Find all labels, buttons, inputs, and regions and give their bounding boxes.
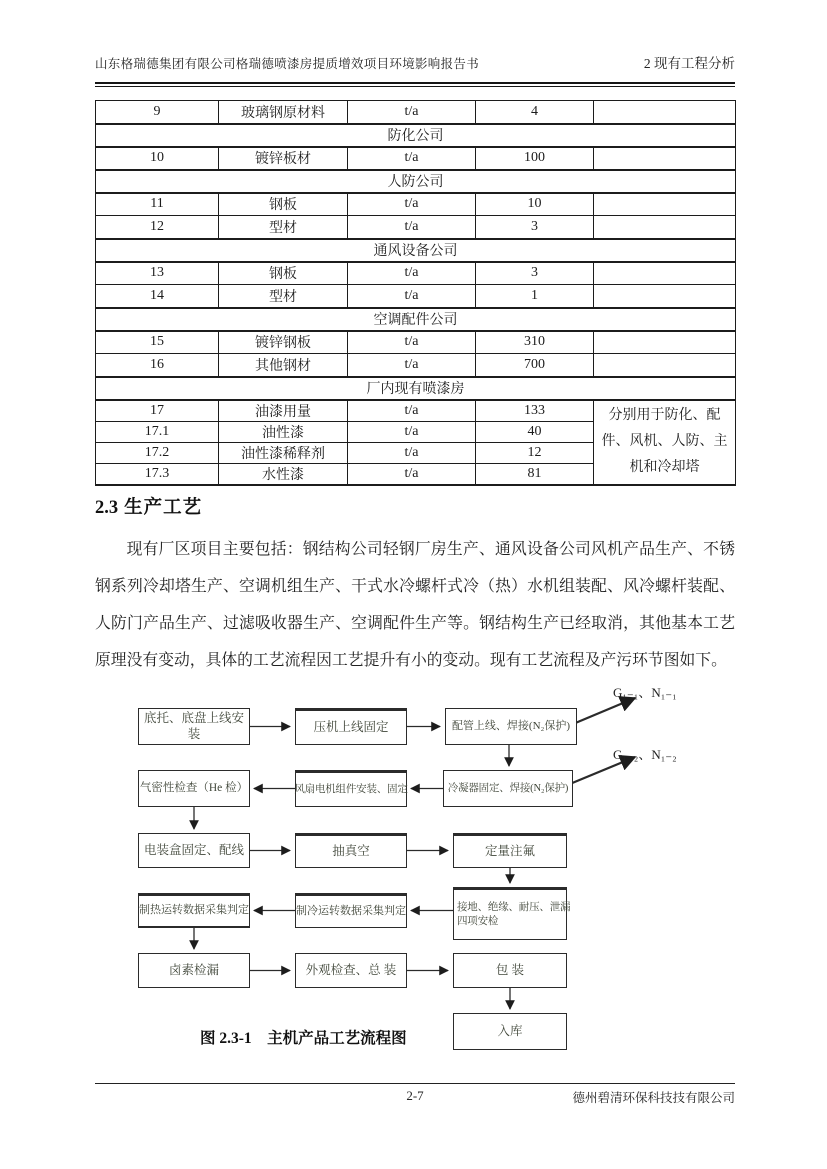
flow-node-safety-check-line1: 接地、绝缘、耐压、泄漏 <box>457 902 571 914</box>
table-row <box>96 193 736 216</box>
cell-note <box>594 285 736 308</box>
table-row <box>96 262 736 285</box>
section-heading-number: 2.3 <box>95 498 119 518</box>
cell-value: 310 <box>476 331 594 354</box>
flow-node-piping-weld: 配管上线、焊接(N₂保护) <box>445 708 577 745</box>
table-row <box>96 354 736 377</box>
cell-unit: t/a <box>348 147 476 170</box>
cell-value: 81 <box>476 463 594 485</box>
table-section-row <box>96 124 736 147</box>
cell-unit: t/a <box>348 331 476 354</box>
page-header <box>95 52 735 72</box>
cell-note <box>594 331 736 354</box>
table-section-row <box>96 170 736 193</box>
header-chapter-title: 2 现有工程分析 <box>643 56 735 71</box>
table-row <box>96 400 736 422</box>
footer-company: 德州碧清环保科技技有限公司 <box>572 1091 735 1105</box>
cell-unit: t/a <box>348 354 476 377</box>
cell-no: 16 <box>96 354 219 377</box>
section-label: 空调配件公司 <box>96 308 736 331</box>
cell-note <box>594 193 736 216</box>
page-footer <box>95 1088 735 1106</box>
cell-value: 3 <box>476 262 594 285</box>
cell-name: 型材 <box>219 216 348 239</box>
cell-unit: t/a <box>348 463 476 485</box>
cell-unit: t/a <box>348 442 476 463</box>
cell-value: 100 <box>476 147 594 170</box>
cell-unit: t/a <box>348 285 476 308</box>
section-label: 通风设备公司 <box>96 239 736 262</box>
header-rule <box>95 82 735 87</box>
section-heading-text: 生产工艺 <box>124 496 203 517</box>
cell-note <box>594 147 736 170</box>
cell-value: 40 <box>476 421 594 442</box>
cell-note-merged: 分别用于防化、配件、风机、人防、主机和冷却塔 <box>594 400 736 485</box>
materials-table <box>95 100 736 486</box>
emission-label-g1-2: G₁₋₂、N₁₋₂ <box>613 747 677 762</box>
cell-name: 其他钢材 <box>219 354 348 377</box>
cell-no: 12 <box>96 216 219 239</box>
cell-name: 型材 <box>219 285 348 308</box>
flow-node-appearance-assembly: 外观检查、总 装 <box>295 953 407 988</box>
flow-node-safety-check <box>453 887 571 940</box>
cell-value: 10 <box>476 193 594 216</box>
cell-value: 1 <box>476 285 594 308</box>
flow-node-condenser-weld: 冷凝器固定、焊接(N₂保护) <box>443 770 573 807</box>
cell-unit: t/a <box>348 400 476 422</box>
cell-name: 镀锌板材 <box>219 147 348 170</box>
flow-node-cooling-run-test: 制冷运转数据采集判定 <box>295 893 407 928</box>
flow-node-airtight-check: 气密性检查（He 检） <box>138 770 250 807</box>
cell-unit: t/a <box>348 262 476 285</box>
cell-note <box>594 354 736 377</box>
table-section-row <box>96 377 736 400</box>
table-section-row <box>96 239 736 262</box>
cell-value: 700 <box>476 354 594 377</box>
body-paragraph: 现有厂区项目主要包括：钢结构公司轻钢厂房生产、通风设备公司风机产品生产、不锈钢系列冷却塔生产、空调机组生产、干式水冷螺杆式冷（热）水机组装配、风冷螺杆装配、人防门产品生产、过滤吸收器生产、空调配件生产等。钢结构生产已经取消，其他基本工艺原理没有变动，具体的工艺流程因工艺提升有小的变动。现有工艺流程及产污环节图如下。 <box>95 541 735 669</box>
cell-name: 镀锌钢板 <box>219 331 348 354</box>
cell-no: 17 <box>96 400 219 422</box>
flow-node-compressor-fix: 压机上线固定 <box>295 708 407 745</box>
table-row <box>96 216 736 239</box>
section-label: 厂内现有喷漆房 <box>96 377 736 400</box>
cell-name: 钢板 <box>219 262 348 285</box>
flow-node-fluorine-charge: 定量注氟 <box>453 833 567 868</box>
flow-node-fan-motor-install: 风扇电机组件安装、固定 <box>295 770 407 807</box>
cell-unit: t/a <box>348 193 476 216</box>
cell-no: 9 <box>96 101 219 124</box>
cell-value: 133 <box>476 400 594 422</box>
cell-unit: t/a <box>348 216 476 239</box>
flow-node-safety-check-line2: 四项安检 <box>457 915 499 927</box>
cell-no: 14 <box>96 285 219 308</box>
table-section-row <box>96 308 736 331</box>
cell-value: 4 <box>476 101 594 124</box>
cell-no: 11 <box>96 193 219 216</box>
cell-name: 钢板 <box>219 193 348 216</box>
flow-node-chassis-install: 底托、底盘上线安装 <box>138 708 250 745</box>
cell-no: 15 <box>96 331 219 354</box>
table-row <box>96 285 736 308</box>
cell-unit: t/a <box>348 101 476 124</box>
cell-name: 油漆用量 <box>219 400 348 422</box>
flow-node-vacuum: 抽真空 <box>295 833 407 868</box>
table-row <box>96 147 736 170</box>
cell-name: 油性漆稀释剂 <box>219 442 348 463</box>
cell-name: 玻璃钢原材料 <box>219 101 348 124</box>
process-flowchart <box>95 682 735 1064</box>
table-row <box>96 331 736 354</box>
section-label: 防化公司 <box>96 124 736 147</box>
page-number: 2-7 <box>406 1088 424 1103</box>
cell-value: 3 <box>476 216 594 239</box>
flow-node-packing: 包 装 <box>453 953 567 988</box>
section-heading <box>95 493 202 519</box>
emission-label-g1-1: G₁₋₁、N₁₋₁ <box>613 685 677 700</box>
flow-node-junction-box-wiring: 电装盒固定、配线 <box>138 833 250 868</box>
cell-note <box>594 262 736 285</box>
figure-caption: 图 2.3-1 主机产品工艺流程图 <box>200 1030 407 1047</box>
cell-unit: t/a <box>348 421 476 442</box>
footer-rule <box>95 1083 735 1084</box>
section-label: 人防公司 <box>96 170 736 193</box>
cell-note <box>594 101 736 124</box>
cell-note <box>594 216 736 239</box>
flow-node-halogen-leak-check: 卤素检漏 <box>138 953 250 988</box>
cell-no: 17.3 <box>96 463 219 485</box>
flow-node-heating-run-test: 制热运转数据采集判定 <box>138 893 250 928</box>
cell-value: 12 <box>476 442 594 463</box>
cell-name: 油性漆 <box>219 421 348 442</box>
cell-name: 水性漆 <box>219 463 348 485</box>
cell-no: 13 <box>96 262 219 285</box>
header-report-title: 山东格瑞德集团有限公司格瑞德喷漆房提质增效项目环境影响报告书 <box>95 57 480 71</box>
cell-no: 17.1 <box>96 421 219 442</box>
cell-no: 17.2 <box>96 442 219 463</box>
cell-no: 10 <box>96 147 219 170</box>
flow-node-warehouse: 入库 <box>453 1013 567 1050</box>
table-row <box>96 101 736 124</box>
